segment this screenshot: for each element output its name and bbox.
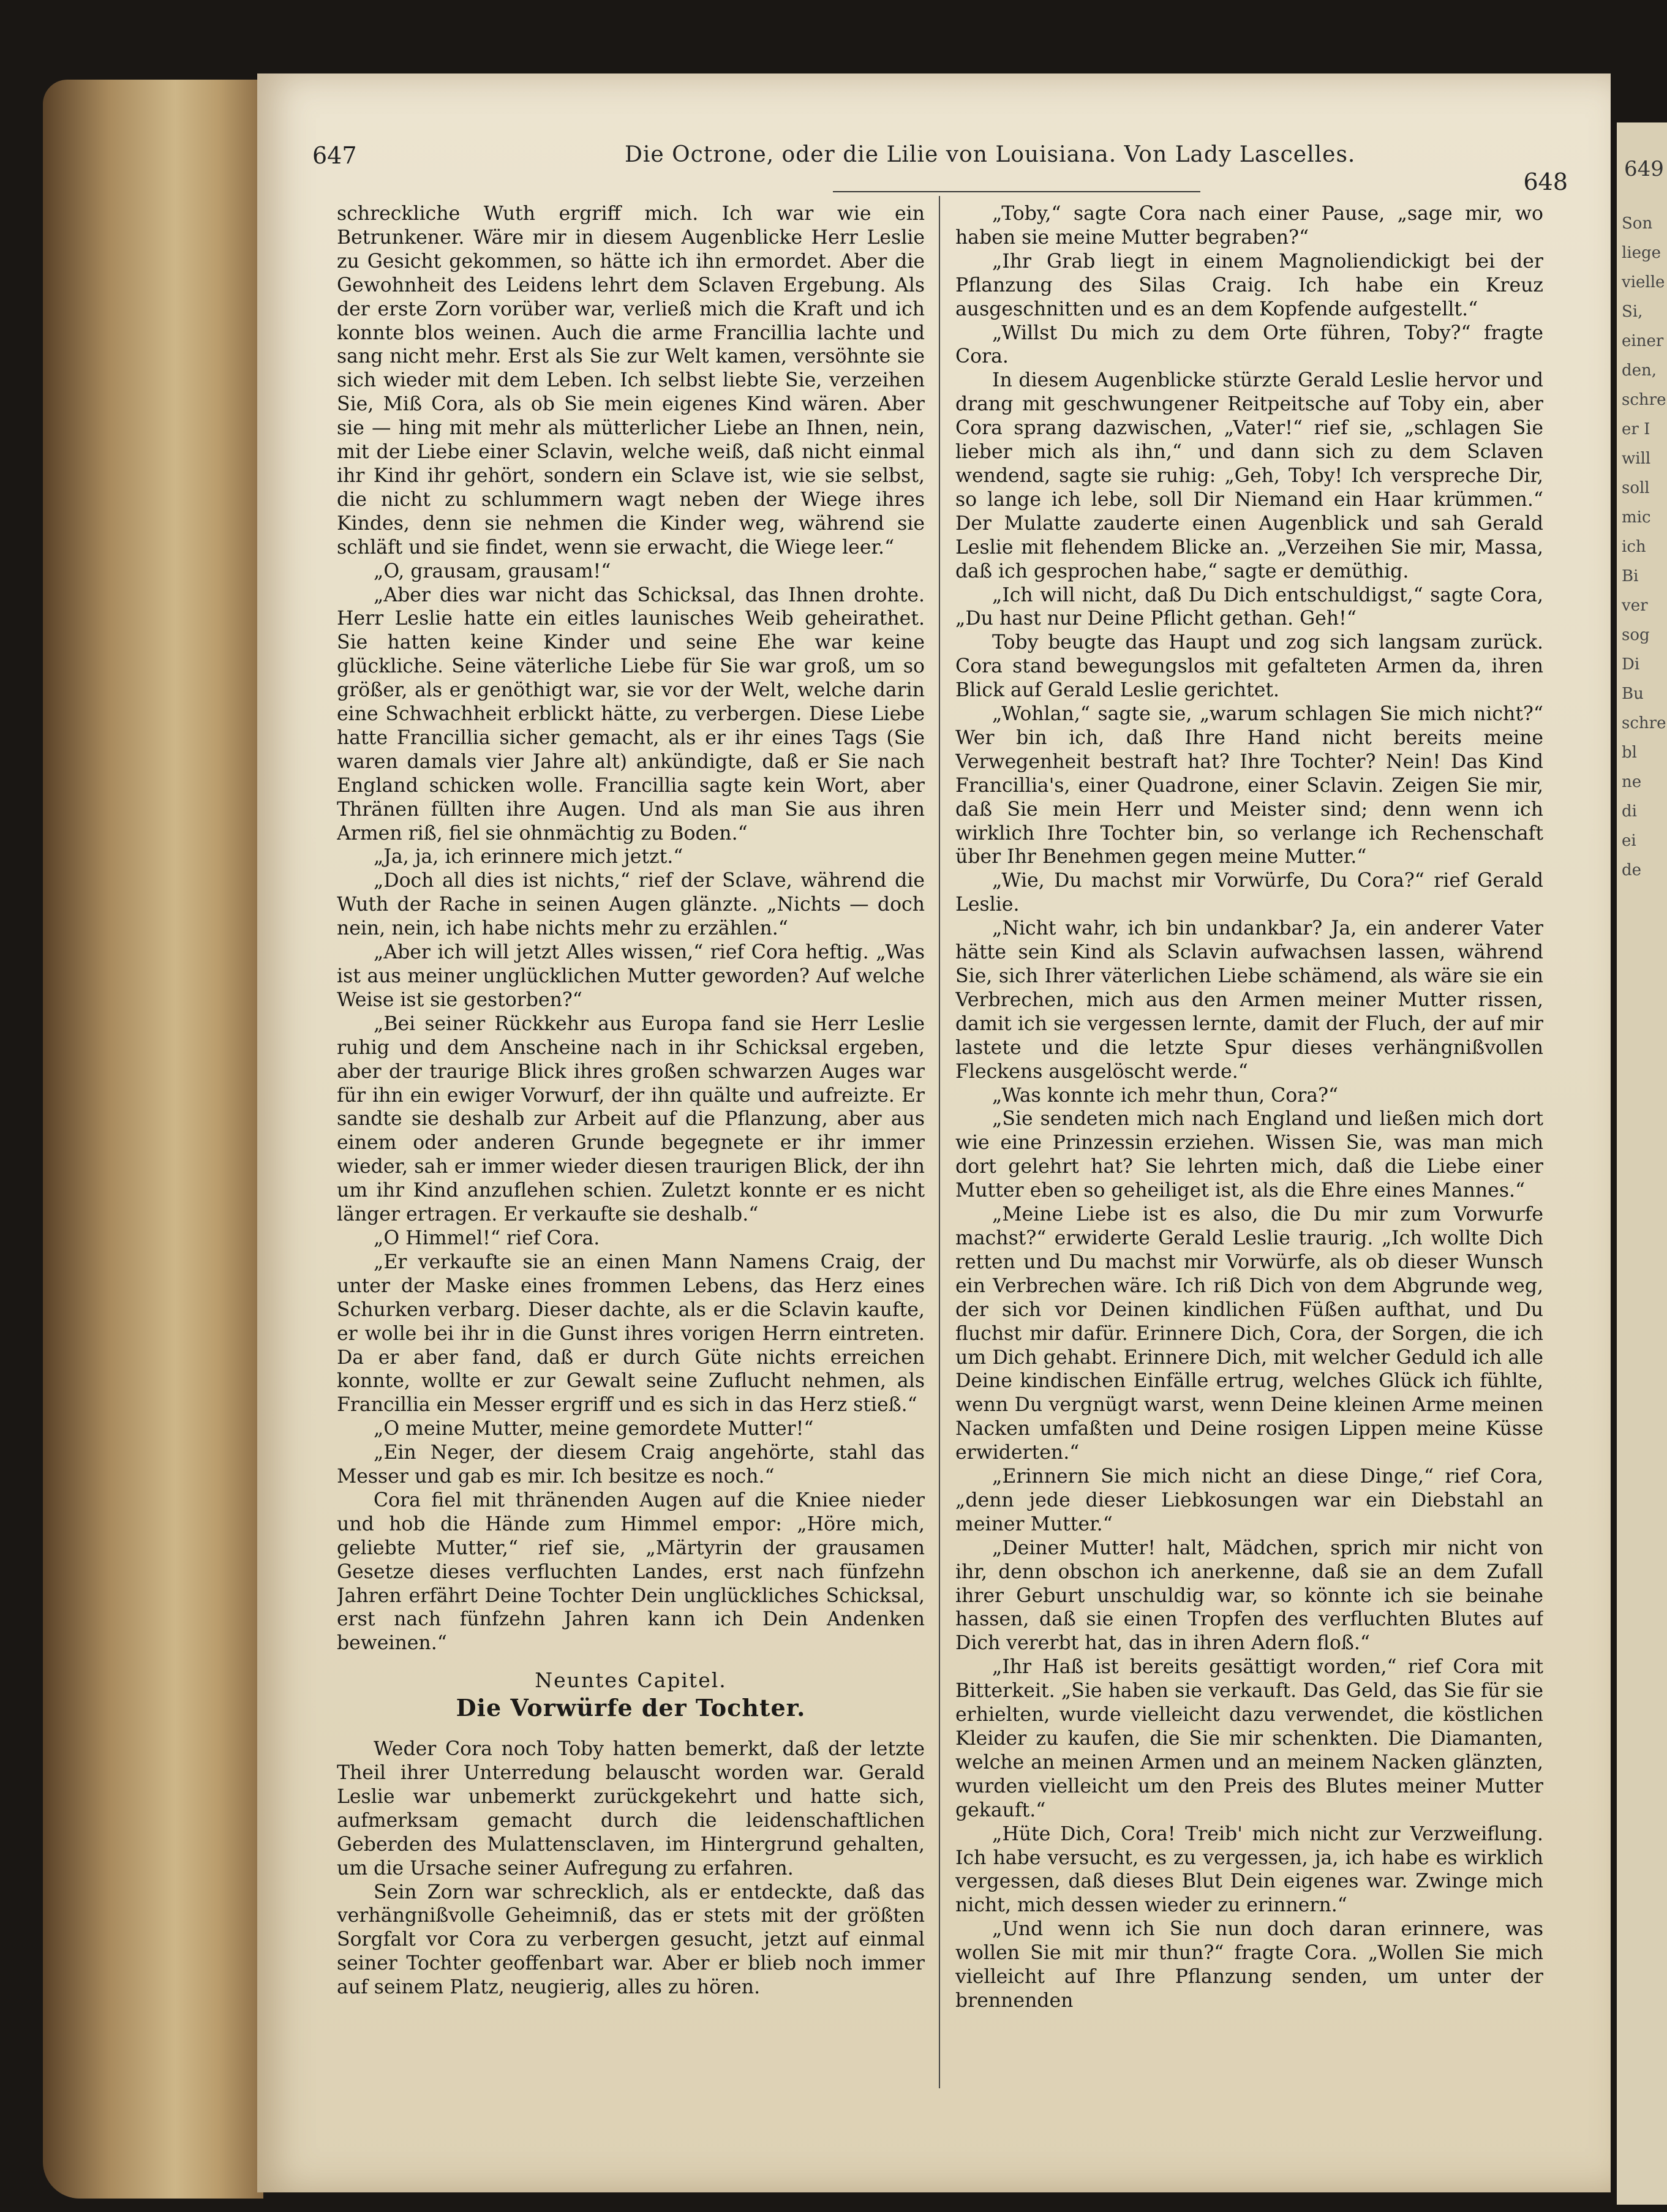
next-page-fragment: mic: [1622, 508, 1651, 527]
right-column-paragraphs: [955, 202, 1543, 2013]
next-page-fragment: Bi: [1622, 567, 1639, 585]
book-page-edges: [43, 80, 263, 2199]
paragraph: „Meine Liebe ist es also, die Du mir zum Vorwurfe machst?“ erwiderte Gerald Leslie traurig. „Ich wollte Dich retten und Du machst mir Vorwürfe, als ob dieser Wunsch ein Verbrechen wäre. Ich riß Dich von dem Abgrunde weg, der sich vor Deinen kindlichen Füßen aufthat, und Du fluchst mir dafür. Erinnere Dich, Cora, der Sorgen, die ich um Dich gehabt. Erinnere Dich, mit welcher Geduld ich alle Deine kindischen Einfälle ertrug, welches Glück ich fühlte, wenn Du vergnügt warst, wenn Deine kleinen Arme meinen Nacken umfaßten und Deine rosigen Lippen meine Küsse erwiderten.“: [955, 1203, 1543, 1464]
paragraph: „Ja, ja, ich erinnere mich jetzt.“: [374, 846, 683, 868]
paragraph: Sein Zorn war schrecklich, als er entdeckte, daß das verhängnißvolle Geheimniß, das er stets mit der größten Sorgfalt vor Cora zu verbergen gesucht, jetzt auf einmal seiner Tochter geoffenbart war. Aber er blieb noch immer auf seinem Platz, neugierig, alles zu hören.: [337, 1881, 925, 1999]
paragraph: Weder Cora noch Toby hatten bemerkt, daß der letzte Theil ihrer Unterredung belauscht worden war. Gerald Leslie war unbemerkt zurückgekehrt und hatte sich, aufmerksam gemacht durch die leidenschaftlichen Geberden des Mulattensclaven, im Hintergrund gehalten, um die Ursache seiner Aufregung zu erfahren.: [337, 1738, 925, 1879]
next-page-fragment: ver: [1622, 596, 1648, 615]
running-title: Die Octrone, oder die Lilie von Louisiana. Von Lady Lascelles.: [625, 142, 1356, 167]
right-page-number: 648: [1523, 168, 1568, 195]
next-page-fragment: di: [1622, 802, 1637, 821]
paragraph: „O, grausam, grausam!“: [374, 560, 611, 582]
paragraph: „Bei seiner Rückkehr aus Europa fand sie Herr Leslie ruhig und dem Anscheine nach in ihr Schicksal ergeben, aber der traurige Blick ihres großen schwarzen Auges war für ihn ein ewiger Vorwurf, der ihn quälte und aufreizte. Er sandte sie deshalb zur Arbeit auf die Pflanzung, aber aus einem oder anderen Grunde begegnete er ihr immer wieder, sah er immer wieder diesen traurigen Blick, der ihn um ihr Kind anzuflehen schien. Zuletzt konnte er es nicht länger ertragen. Er verkaufte sie deshalb.“: [337, 1012, 925, 1226]
paragraph: In diesem Augenblicke stürzte Gerald Leslie hervor und drang mit geschwungener Reitpeitsche auf Toby ein, aber Cora sprang dazwischen, „Vater!“ rief sie, „schlagen Sie lieber mich als ihn,“ und dann sich zu dem Sclaven wendend, sagte sie ruhig: „Geh, Toby! Ich verspreche Dir, so lange ich lebe, soll Dir Niemand ein Haar krümmen.“ Der Mulatte zauderte einen Augenblick und sah Gerald Leslie mit flehendem Blicke an. „Verzeihen Sie mir, Massa, daß ich gesprochen habe,“ sagte er demüthig.: [955, 369, 1543, 582]
column-divider: [939, 196, 940, 2088]
next-page-fragment: ich: [1622, 538, 1646, 556]
left-page-number: 647: [312, 142, 357, 169]
next-page-fragment: vielle: [1622, 273, 1665, 292]
next-page-fragment: Son: [1622, 214, 1653, 233]
next-page-fragment: bl: [1622, 743, 1637, 762]
paragraph: „Was konnte ich mehr thun, Cora?“: [992, 1084, 1339, 1107]
next-page-fragment: schre: [1622, 391, 1666, 409]
next-page-fragment: schre: [1622, 714, 1666, 732]
paragraph: „Er verkaufte sie an einen Mann Namens Craig, der unter der Maske eines frommen Lebens, das Herz eines Schurken verbarg. Dieser dachte, als er die Sclavin kaufte, er wolle bei ihr in die Gunst ihres vorigen Herrn eintreten. Da er aber fand, daß er durch Güte nichts erreichen konnte, wollte er zur Gewalt seine Zuflucht nehmen, als Francillia ein Messer ergriff und es sich in das Herz stieß.“: [337, 1251, 925, 1416]
paragraph: „O Himmel!“ rief Cora.: [374, 1227, 600, 1249]
next-page-fragment: den,: [1622, 361, 1657, 380]
paragraph: Toby beugte das Haupt und zog sich langsam zurück. Cora stand bewegungslos mit gefalteten Armen da, ihren Blick auf Gerald Leslie gerichtet.: [955, 631, 1543, 702]
next-page-fragment: de: [1622, 861, 1642, 879]
next-page-number: 649: [1624, 157, 1664, 181]
paragraph: „Sie sendeten mich nach England und ließen mich dort wie eine Prinzessin erziehen. Wissen Sie, was man mich dort gelehrt hat? Sie lehrten mich, daß die Liebe einer Mutter eben so geheiliget ist, als die Ehre eines Mannes.“: [955, 1108, 1543, 1202]
paragraph: „Ihr Grab liegt in einem Magnoliendickigt bei der Pflanzung des Silas Craig. Ich habe ein Kreuz ausgeschnitten und es an dem Kopfende aufgestellt.“: [955, 250, 1543, 320]
paragraph: „Ihr Haß ist bereits gesättigt worden,“ rief Cora mit Bitterkeit. „Sie haben sie verkauft. Das Geld, das Sie für sie erhielten, wurde vielleicht dazu verwendet, die köstlichen Kleider zu kaufen, die Sie mir schenkten. Die Diamanten, welche an meinen Armen und an meinem Nacken glänzten, wurden vielleicht um den Preis des Blutes meiner Mutter gekauft.“: [955, 1656, 1543, 1821]
left-column-after-chapter: [337, 1737, 925, 1999]
chapter-title: Die Vorwürfe der Tochter.: [456, 1694, 806, 1722]
book-page: [257, 73, 1611, 2192]
next-page-fragment: will: [1622, 450, 1651, 468]
next-page-fragment: Bu: [1622, 685, 1644, 703]
next-page-fragment: ei: [1622, 832, 1636, 850]
left-column-paragraphs: [337, 202, 925, 1655]
chapter-number: Neuntes Capitel.: [535, 1668, 727, 1693]
next-page-fragment: soll: [1622, 479, 1650, 497]
paragraph: „Toby,“ sagte Cora nach einer Pause, „sage mir, wo haben sie meine Mutter begraben?“: [955, 203, 1543, 249]
paragraph: schreckliche Wuth ergriff mich. Ich war wie ein Betrunkener. Wäre mir in diesem Augenblicke Herr Leslie zu Gesicht gekommen, so hätte ich ihn ermordet. Aber die Gewohnheit des Leidens lehrt dem Sclaven Ergebung. Als der erste Zorn vorüber war, verließ mich die Kraft und ich konnte blos weinen. Auch die arme Francillia lachte und sang nicht mehr. Erst als Sie zur Welt kamen, versöhnte sie sich wieder mit dem Leben. Ich selbst liebte Sie, verzeihen Sie, Miß Cora, als ob Sie mein eigenes Kind wären. Aber sie — hing mit mehr als mütterlicher Liebe an Ihnen, nein, mit der Liebe einer Sclavin, welche weiß, daß nicht einmal ihr Kind ihr gehört, sondern ein Sclave ist, wie sie selbst, die nicht zu schlummern wagt neben der Wiege ihres Kindes, denn sie nehmen die Kinder weg, während sie schläft und sie findet, wenn sie erwacht, die Wiege leer.“: [337, 203, 925, 559]
next-page-fragment: sog: [1622, 626, 1650, 644]
paragraph: „Deiner Mutter! halt, Mädchen, sprich mir nicht von ihr, denn obschon ich anerkenne, daß sie an dem Zufall ihrer Geburt unschuldig war, so könnte ich sie beinahe hassen, daß sie einen Tropfen des verfluchten Blutes auf Dich vererbt hat, das in ihren Adern floß.“: [955, 1537, 1543, 1655]
next-page-edge: [1617, 122, 1667, 2205]
left-column: [337, 202, 925, 2076]
next-page-fragment: er I: [1622, 420, 1650, 438]
paragraph: „Ich will nicht, daß Du Dich entschuldigst,“ sagte Cora, „Du hast nur Deine Pflicht gethan. Geh!“: [955, 584, 1543, 630]
next-page-fragment: einer: [1622, 332, 1664, 350]
next-page-fragment: ne: [1622, 773, 1642, 791]
paragraph: „Wohlan,“ sagte sie, „warum schlagen Sie mich nicht?“ Wer bin ich, daß Ihre Hand nicht bereits meine Verwegenheit bestraft hat? Ihre Tochter? Nein! Das Kind Francillia's, einer Quadrone, einer Sclavin. Zeigen Sie mir, daß Sie mein Herr und Meister sind; denn wenn ich wirklich Ihre Tochter bin, so verlange ich Rechenschaft über Ihr Benehmen gegen meine Mutter.“: [955, 703, 1543, 868]
next-page-fragment: Di: [1622, 655, 1640, 674]
paragraph: „Nicht wahr, ich bin undankbar? Ja, ein anderer Vater hätte sein Kind als Sclavin aufwachsen lassen, während Sie, sich Ihrer väterlichen Liebe schämend, als wäre sie ein Verbrechen, mich aus den Armen meiner Mutter rissen, damit ich sie vergessen lernte, damit der Fluch, der auf mir lastete und die letzte Spur dieses verhängnißvollen Fleckens ausgelöscht werde.“: [955, 917, 1543, 1083]
paragraph: „Ein Neger, der diesem Craig angehörte, stahl das Messer und gab es mir. Ich besitze es noch.“: [337, 1442, 925, 1488]
paragraph: „Doch all dies ist nichts,“ rief der Sclave, während die Wuth der Rache in seinen Augen glänzte. „Nichts — doch nein, nein, ich habe nichts mehr zu erzählen.“: [337, 870, 925, 940]
paragraph: „Hüte Dich, Cora! Treib' mich nicht zur Verzweiflung. Ich habe versucht, es zu vergessen, ja, ich habe es wirklich vergessen, daß dieses Blut Dein eigenes war. Zwinge mich nicht, mich dessen wieder zu erinnern.“: [955, 1823, 1543, 1917]
right-column: [955, 202, 1543, 2076]
next-page-fragment: Si,: [1622, 303, 1643, 321]
next-page-fragment: liege: [1622, 244, 1661, 262]
paragraph: „Willst Du mich zu dem Orte führen, Toby?“ fragte Cora.: [955, 322, 1543, 368]
paragraph: „Aber dies war nicht das Schicksal, das Ihnen drohte. Herr Leslie hatte ein eitles launisches Weib geheirathet. Sie hatten keine Kinder und seine Ehe war keine glückliche. Seine väterliche Liebe für Sie war groß, um so größer, als er genöthigt war, sie vor der Welt, welche darin eine Schwachheit erblickt hätte, zu verbergen. Diese Liebe hatte Francillia sicher gemacht, als er ihr eines Tags (Sie waren damals vier Jahre alt) ankündigte, daß er Sie nach England schicken wolle. Francillia sagte kein Wort, aber Thränen füllten ihre Augen. Und als man Sie aus ihren Armen riß, fiel sie ohnmächtig zu Boden.“: [337, 584, 925, 845]
paragraph: „Erinnern Sie mich nicht an diese Dinge,“ rief Cora, „denn jede dieser Liebkosungen war ein Diebstahl an meiner Mutter.“: [955, 1465, 1543, 1535]
paragraph: „Und wenn ich Sie nun doch daran erinnere, was wollen Sie mit mir thun?“ fragte Cora. „Wollen Sie mich vielleicht auf Ihre Pflanzung senden, um unter der brennenden: [955, 1918, 1543, 2012]
paragraph: Cora fiel mit thränenden Augen auf die Kniee nieder und hob die Hände zum Himmel empor: „Höre mich, geliebte Mutter,“ rief sie, „Märtyrin der grausamen Gesetze dieses verfluchten Landes, erst nach fünfzehn Jahren erfährt Deine Tochter Dein unglückliches Schicksal, erst nach fünfzehn Jahren kann ich Dein Andenken beweinen.“: [337, 1489, 925, 1655]
header-rule: [833, 191, 1200, 192]
paragraph: „O meine Mutter, meine gemordete Mutter!“: [374, 1418, 814, 1440]
paragraph: „Wie, Du machst mir Vorwürfe, Du Cora?“ rief Gerald Leslie.: [955, 870, 1543, 916]
paragraph: „Aber ich will jetzt Alles wissen,“ rief Cora heftig. „Was ist aus meiner unglücklichen Mutter geworden? Auf welche Weise ist sie gestorben?“: [337, 941, 925, 1011]
